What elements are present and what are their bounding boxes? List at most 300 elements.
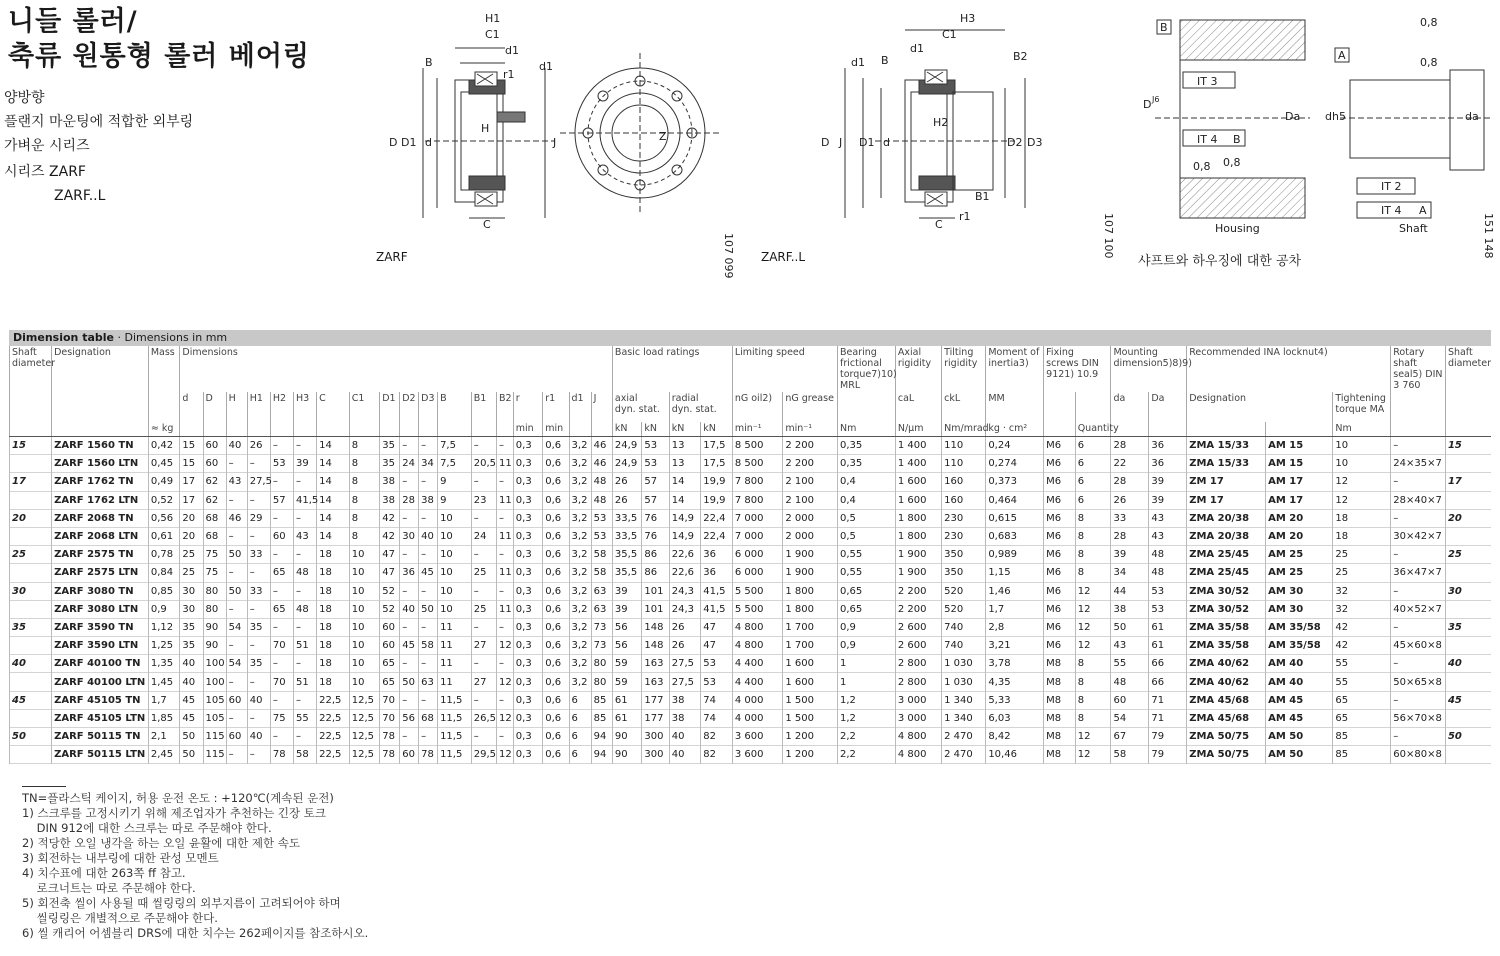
cell-mass: 0,84	[148, 564, 180, 582]
cell-d3: 63	[419, 673, 438, 691]
cell-shaft	[10, 709, 52, 727]
cell-shaft: 45	[10, 691, 52, 709]
cell-c: 14	[317, 437, 350, 455]
cell-d3: 58	[419, 637, 438, 655]
cell-h: 40	[226, 437, 247, 455]
cell-b: 10	[438, 582, 472, 600]
cell-b: 11,5	[438, 746, 472, 764]
cell-qty: 6	[1075, 437, 1111, 455]
cell-d3: –	[419, 546, 438, 564]
cell-b: 10	[438, 600, 472, 618]
cell-c0r: 53	[701, 673, 733, 691]
cell-am: AM 15	[1266, 455, 1333, 473]
cell-d3: –	[419, 728, 438, 746]
cell-lock: ZMA 50/75	[1187, 728, 1266, 746]
cell-mm: 10,46	[986, 746, 1044, 764]
cell-ma: 65	[1333, 709, 1391, 727]
cell-r: 0,3	[513, 637, 542, 655]
subtitle: 가벼운 시리즈	[4, 138, 90, 154]
cell-d3: –	[419, 582, 438, 600]
cell-b2: –	[496, 728, 513, 746]
cell-shaft: 30	[10, 582, 52, 600]
cell-noil: 4 400	[732, 655, 782, 673]
cell-shaft: 20	[10, 509, 52, 527]
cell-ca: 33,5	[612, 509, 641, 527]
cell-b1: –	[471, 546, 496, 564]
cell-mass: 2,45	[148, 746, 180, 764]
cell-da: 61	[1149, 637, 1187, 655]
cell-h3: –	[293, 437, 316, 455]
cell-d2: 40	[400, 600, 419, 618]
cell-ngr: 2 000	[783, 527, 838, 545]
cell-h2: –	[270, 618, 293, 636]
cell-d3: 78	[419, 746, 438, 764]
dim-label: D3	[1027, 136, 1043, 149]
cell-r1: 0,6	[543, 509, 569, 527]
cell-j: 48	[591, 491, 612, 509]
cell-ngr: 1 600	[783, 673, 838, 691]
cell-d: 100	[203, 673, 226, 691]
col-C: C	[317, 392, 350, 422]
cell-d1: 3,2	[569, 600, 591, 618]
cell-d2: –	[400, 582, 419, 600]
roughness-label: 0,8	[1420, 16, 1438, 29]
cell-d1: 42	[380, 527, 400, 545]
cell-h2: –	[270, 437, 293, 455]
cell-ca: 26	[612, 473, 641, 491]
cell-c0r: 22,4	[701, 509, 733, 527]
cell-noil: 8 500	[732, 455, 782, 473]
cell-seal: –	[1391, 437, 1446, 455]
cell-h: –	[226, 564, 247, 582]
col-D: D	[203, 392, 226, 422]
cell-cal: 2 800	[895, 673, 941, 691]
cell-c1: 10	[349, 673, 380, 691]
cell-screw: M6	[1044, 600, 1076, 618]
cell-d3: 38	[419, 491, 438, 509]
cell-j: 80	[591, 673, 612, 691]
cell-h2: –	[270, 728, 293, 746]
cell-ca: 24,9	[612, 437, 641, 455]
cell-designation: ZARF 45105 TN	[52, 691, 149, 709]
cell-ngr: 1 200	[783, 728, 838, 746]
cell-r1: 0,6	[543, 582, 569, 600]
cell-mm: 8,42	[986, 728, 1044, 746]
cell-designation: ZARF 1560 LTN	[52, 455, 149, 473]
cell-ckl: 2 470	[942, 728, 986, 746]
cell-h3: 39	[293, 455, 316, 473]
cell-designation: ZARF 50115 TN	[52, 728, 149, 746]
cell-noil: 8 500	[732, 437, 782, 455]
cell-ma: 85	[1333, 728, 1391, 746]
col-load-ratings: Basic load ratings	[612, 346, 732, 392]
cell-d1: 6	[569, 728, 591, 746]
cell-qty: 8	[1075, 564, 1111, 582]
cell-noil: 5 500	[732, 582, 782, 600]
cell-seal: 60×80×8	[1391, 746, 1446, 764]
cell-seal: 50×65×8	[1391, 673, 1446, 691]
tolerance-drawing	[1135, 8, 1495, 259]
cell-noil: 4 000	[732, 691, 782, 709]
cell-mrl: 0,55	[838, 564, 896, 582]
col-D1: D1	[380, 392, 400, 422]
cell-h1: 35	[247, 655, 270, 673]
cell-j: 63	[591, 582, 612, 600]
cell-c1: 12,5	[349, 691, 380, 709]
cell-cr: 13	[669, 455, 701, 473]
cell-da: 26	[1111, 491, 1149, 509]
cell-b2: –	[496, 546, 513, 564]
table-row	[10, 618, 1492, 636]
cell-r1: 0,6	[543, 473, 569, 491]
cell-seal: –	[1391, 618, 1446, 636]
col-shaft-diameter-right: Shaft diameter	[1445, 346, 1491, 392]
cell-cr: 38	[669, 709, 701, 727]
cell-cal: 1 400	[895, 437, 941, 455]
cell-mass: 1,35	[148, 655, 180, 673]
cell-am: AM 40	[1266, 655, 1333, 673]
cell-d: 25	[180, 546, 203, 564]
cell-c1: 8	[349, 509, 380, 527]
cell-r1: 0,6	[543, 709, 569, 727]
table-row	[10, 473, 1492, 491]
cell-shaft	[10, 455, 52, 473]
cell-da: 28	[1111, 473, 1149, 491]
cell-screw: M8	[1044, 709, 1076, 727]
cell-d: 15	[180, 455, 203, 473]
cell-am: AM 40	[1266, 673, 1333, 691]
cell-cal: 1 800	[895, 509, 941, 527]
cell-d: 75	[203, 546, 226, 564]
cell-seal: –	[1391, 582, 1446, 600]
cell-shaft_r: 35	[1445, 618, 1491, 636]
cell-designation: ZARF 1560 TN	[52, 437, 149, 455]
cell-d2: 50	[400, 673, 419, 691]
table-row	[10, 546, 1492, 564]
unit-cal: N/μm	[895, 422, 941, 437]
cell-h: 60	[226, 691, 247, 709]
cell-c0a: 148	[642, 618, 669, 636]
cell-mrl: 0,65	[838, 582, 896, 600]
table-row	[10, 600, 1492, 618]
cell-shaft_r: 15	[1445, 437, 1491, 455]
cell-seal: –	[1391, 546, 1446, 564]
cell-c: 14	[317, 527, 350, 545]
cell-designation: ZARF 40100 LTN	[52, 673, 149, 691]
cell-shaft_r: 20	[1445, 509, 1491, 527]
cell-ca: 33,5	[612, 527, 641, 545]
col-cal: caL	[895, 392, 941, 422]
table-row	[10, 728, 1492, 746]
cell-mrl: 0,9	[838, 618, 896, 636]
cell-da: 33	[1111, 509, 1149, 527]
cell-h1: –	[247, 491, 270, 509]
cell-d: 100	[203, 655, 226, 673]
cell-h: –	[226, 527, 247, 545]
cell-ca: 61	[612, 709, 641, 727]
cell-d3: –	[419, 618, 438, 636]
cell-c1: 8	[349, 473, 380, 491]
unit-cr: kN	[669, 422, 701, 437]
cell-j: 63	[591, 600, 612, 618]
cell-r: 0,3	[513, 709, 542, 727]
cell-lock: ZMA 35/58	[1187, 637, 1266, 655]
subtitle: 플랜지 마운팅에 적합한 외부링	[4, 114, 194, 130]
cell-mm: 0,464	[986, 491, 1044, 509]
cell-designation: ZARF 3080 LTN	[52, 600, 149, 618]
cell-mass: 0,45	[148, 455, 180, 473]
dim-label: d1	[910, 42, 924, 55]
cell-h1: 27,5	[247, 473, 270, 491]
cell-da: 43	[1149, 509, 1187, 527]
cell-b1: –	[471, 437, 496, 455]
cell-da: 50	[1111, 618, 1149, 636]
cell-ckl: 520	[942, 582, 986, 600]
cell-cal: 1 900	[895, 546, 941, 564]
cell-lock: ZMA 15/33	[1187, 437, 1266, 455]
col-radial-load	[669, 392, 732, 422]
cell-ma: 55	[1333, 655, 1391, 673]
cell-h2: 57	[270, 491, 293, 509]
cell-d3: 45	[419, 564, 438, 582]
col-tightening: Tightening torque MA	[1333, 392, 1391, 422]
cell-j: 46	[591, 437, 612, 455]
cell-c: 14	[317, 455, 350, 473]
cell-d1: 3,2	[569, 473, 591, 491]
dim-label: B	[425, 56, 433, 69]
cell-mm: 0,989	[986, 546, 1044, 564]
dim-label: D1	[401, 136, 417, 149]
cell-b: 7,5	[438, 455, 472, 473]
cell-b1: 20,5	[471, 455, 496, 473]
cell-ca: 39	[612, 600, 641, 618]
cell-ma: 55	[1333, 673, 1391, 691]
cell-b1: 29,5	[471, 746, 496, 764]
cell-ckl: 520	[942, 600, 986, 618]
cell-b: 7,5	[438, 437, 472, 455]
cell-am: AM 20	[1266, 527, 1333, 545]
cell-seal: 36×47×7	[1391, 564, 1446, 582]
cell-da: 39	[1149, 491, 1187, 509]
cell-designation: ZARF 50115 LTN	[52, 746, 149, 764]
cell-h2: –	[270, 691, 293, 709]
col-r1: r1	[543, 392, 569, 422]
cell-shaft_r	[1445, 491, 1491, 509]
cell-d2: –	[400, 691, 419, 709]
cell-noil: 3 600	[732, 746, 782, 764]
cell-d: 80	[203, 600, 226, 618]
cell-cr: 14,9	[669, 527, 701, 545]
cell-shaft_r: 50	[1445, 728, 1491, 746]
cell-ca: 56	[612, 618, 641, 636]
cell-j: 85	[591, 691, 612, 709]
cell-d: 60	[203, 437, 226, 455]
cell-d1: 35	[380, 455, 400, 473]
cell-b2: –	[496, 655, 513, 673]
cell-h3: 58	[293, 746, 316, 764]
cell-screw: M6	[1044, 564, 1076, 582]
cell-qty: 8	[1075, 509, 1111, 527]
cell-noil: 5 500	[732, 600, 782, 618]
cell-ckl: 230	[942, 509, 986, 527]
cell-da: 39	[1111, 546, 1149, 564]
dim-label: d1	[505, 44, 519, 57]
cell-designation: ZARF 40100 TN	[52, 655, 149, 673]
dim-label: Da	[1285, 110, 1301, 123]
cell-ma: 10	[1333, 455, 1391, 473]
col-D2: D2	[400, 392, 419, 422]
cell-d3: –	[419, 691, 438, 709]
cell-r1: 0,6	[543, 564, 569, 582]
cell-h1: –	[247, 709, 270, 727]
cell-lock: ZMA 40/62	[1187, 673, 1266, 691]
radial-label: radial	[671, 393, 699, 404]
cell-c1: 8	[349, 527, 380, 545]
col-H1: H1	[247, 392, 270, 422]
cell-lock: ZMA 20/38	[1187, 509, 1266, 527]
subtitle: 양방향	[4, 90, 45, 106]
cell-noil: 7 000	[732, 509, 782, 527]
cell-mrl: 2,2	[838, 728, 896, 746]
cell-d2: –	[400, 655, 419, 673]
cell-r1: 0,6	[543, 491, 569, 509]
datum-label: A	[1338, 49, 1346, 62]
cell-c1: 10	[349, 618, 380, 636]
cell-d: 80	[203, 582, 226, 600]
cell-da: 58	[1111, 746, 1149, 764]
cell-mrl: 0,35	[838, 455, 896, 473]
cell-ca: 35,5	[612, 564, 641, 582]
cell-mm: 6,03	[986, 709, 1044, 727]
cell-d1: 78	[380, 728, 400, 746]
cell-d1: 3,2	[569, 582, 591, 600]
cell-c1: 12,5	[349, 709, 380, 727]
cell-ca: 59	[612, 655, 641, 673]
cell-r1: 0,6	[543, 618, 569, 636]
cell-d2: –	[400, 509, 419, 527]
cell-j: 53	[591, 527, 612, 545]
cell-shaft: 50	[10, 728, 52, 746]
cell-h2: –	[270, 655, 293, 673]
cell-d1: 52	[380, 600, 400, 618]
housing-label: Housing	[1215, 222, 1260, 235]
cell-h1: –	[247, 564, 270, 582]
cell-mrl: 0,4	[838, 473, 896, 491]
col-B: B	[438, 392, 472, 422]
col-mm: MM	[986, 392, 1044, 422]
cell-shaft: 25	[10, 546, 52, 564]
cell-c: 14	[317, 473, 350, 491]
cell-noil: 7 800	[732, 491, 782, 509]
cell-ca: 26	[612, 491, 641, 509]
cell-d: 40	[180, 673, 203, 691]
cell-c1: 10	[349, 582, 380, 600]
cell-da: 28	[1111, 527, 1149, 545]
cell-d1: 3,2	[569, 491, 591, 509]
cell-d: 90	[203, 637, 226, 655]
cell-h: –	[226, 709, 247, 727]
cell-d: 15	[180, 437, 203, 455]
cell-ngr: 1 500	[783, 691, 838, 709]
cell-shaft_r	[1445, 637, 1491, 655]
cell-cr: 40	[669, 728, 701, 746]
cell-noil: 3 600	[732, 728, 782, 746]
cell-r: 0,3	[513, 746, 542, 764]
subtitle: ZARF..L	[54, 188, 106, 204]
unit-c0r: kN	[701, 422, 733, 437]
cell-b2: 11	[496, 491, 513, 509]
cell-noil: 4 800	[732, 618, 782, 636]
cell-d: 20	[180, 527, 203, 545]
cell-ckl: 110	[942, 437, 986, 455]
footnote: 2) 적당한 오일 냉각을 하는 오일 윤활에 대한 제한 속도	[22, 836, 300, 850]
cell-d1: 60	[380, 618, 400, 636]
cell-j: 58	[591, 564, 612, 582]
cell-d1: 65	[380, 655, 400, 673]
cell-d1: 60	[380, 637, 400, 655]
col-H3: H3	[293, 392, 316, 422]
cell-c0a: 76	[642, 527, 669, 545]
cell-mass: 0,56	[148, 509, 180, 527]
cell-ckl: 350	[942, 564, 986, 582]
cell-c1: 10	[349, 600, 380, 618]
cell-c: 18	[317, 673, 350, 691]
cell-ma: 12	[1333, 473, 1391, 491]
col-d: d	[180, 392, 203, 422]
cell-h1: –	[247, 637, 270, 655]
cell-b1: 25	[471, 600, 496, 618]
cell-r: 0,3	[513, 473, 542, 491]
cell-mrl: 1,2	[838, 709, 896, 727]
cell-h: 60	[226, 728, 247, 746]
cell-qty: 12	[1075, 637, 1111, 655]
cell-seal: –	[1391, 655, 1446, 673]
cell-b2: –	[496, 473, 513, 491]
cell-r: 0,3	[513, 673, 542, 691]
footnote-list	[22, 791, 368, 941]
subtitle: 시리즈 ZARF	[4, 164, 86, 180]
cell-mass: 0,85	[148, 582, 180, 600]
cell-d: 17	[180, 491, 203, 509]
cell-d1: 6	[569, 709, 591, 727]
cell-h3: –	[293, 546, 316, 564]
cell-cal: 3 000	[895, 709, 941, 727]
cell-j: 85	[591, 709, 612, 727]
roughness-label: 0,8	[1420, 56, 1438, 69]
col-tilting-rigidity: Tilting rigidity	[942, 346, 986, 392]
cell-h: –	[226, 491, 247, 509]
cell-lock: ZMA 45/68	[1187, 709, 1266, 727]
cell-shaft	[10, 673, 52, 691]
cell-da: 61	[1149, 618, 1187, 636]
cell-c: 18	[317, 618, 350, 636]
cell-c1: 10	[349, 546, 380, 564]
cell-c0a: 177	[642, 691, 669, 709]
cell-mm: 4,35	[986, 673, 1044, 691]
cell-c0a: 300	[642, 746, 669, 764]
footnote-rule	[22, 786, 66, 787]
caption-zarf: ZARF	[376, 250, 408, 264]
cell-screw: M8	[1044, 673, 1076, 691]
footnote: DIN 912에 대한 스크루는 따로 주문해야 한다.	[22, 821, 272, 835]
col-lock-designation: Designation	[1187, 392, 1333, 422]
cell-d: 30	[180, 582, 203, 600]
unit-c0a: kN	[642, 422, 669, 437]
cell-mass: 2,1	[148, 728, 180, 746]
cell-d2: –	[400, 473, 419, 491]
drawing-number: 107 099	[722, 233, 735, 279]
cell-j: 53	[591, 509, 612, 527]
